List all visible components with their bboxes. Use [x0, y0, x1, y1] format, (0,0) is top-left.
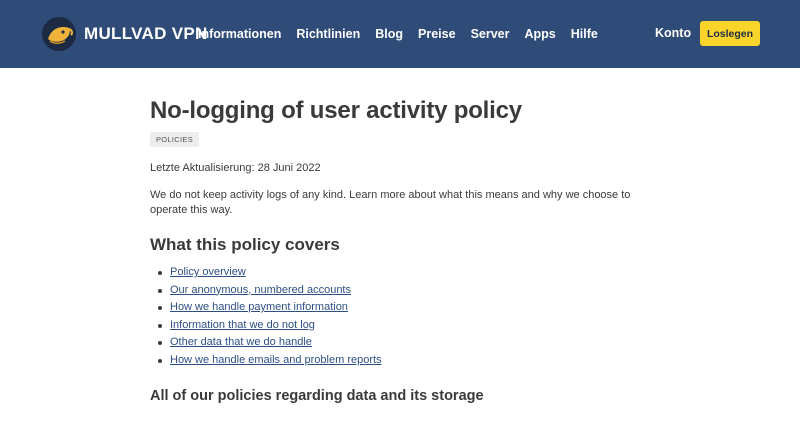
main-nav	[198, 0, 613, 68]
toc-link-policy-overview[interactable]: Policy overview	[170, 266, 246, 278]
policy-covers-heading: What this policy covers	[150, 235, 340, 254]
nav-link-informationen[interactable]: Informationen	[198, 27, 282, 41]
nav-link-apps[interactable]: Apps	[524, 27, 556, 41]
last-updated: Letzte Aktualisierung: 28 Juni 2022	[150, 162, 321, 174]
page-title: No-logging of user activity policy	[150, 97, 522, 124]
account-link[interactable]: Konto	[655, 26, 692, 40]
toc-item	[157, 264, 660, 282]
top-navbar	[0, 0, 800, 68]
get-started-button[interactable]: Loslegen	[700, 21, 760, 46]
nav-link-server[interactable]: Server	[470, 27, 510, 41]
intro-paragraph: We do not keep activity logs of any kind. Learn more about what this means and why we choose to operate this way.	[150, 189, 631, 216]
nav-link-hilfe[interactable]: Hilfe	[570, 27, 598, 41]
policy-article	[150, 95, 660, 406]
toc-item	[157, 299, 660, 317]
nav-link-preise[interactable]: Preise	[418, 27, 456, 41]
toc-link-other-data[interactable]: Other data that we do handle	[170, 336, 312, 348]
toc-link-anonymous-accounts[interactable]: Our anonymous, numbered accounts	[170, 283, 351, 296]
table-of-contents	[150, 264, 660, 369]
toc-item	[157, 352, 660, 370]
toc-item	[157, 282, 660, 300]
toc-link-not-logged[interactable]: Information that we do not log	[170, 318, 315, 331]
toc-link-payment-information[interactable]: How we handle payment information	[170, 301, 348, 313]
category-tag[interactable]: POLICIES	[150, 132, 199, 147]
toc-item	[157, 334, 660, 352]
nav-link-blog[interactable]: Blog	[375, 27, 404, 41]
nav-link-richtlinien[interactable]: Richtlinien	[296, 27, 361, 41]
brand[interactable]	[42, 17, 208, 51]
mullvad-mole-logo-icon	[42, 17, 76, 51]
toc-link-emails-reports[interactable]: How we handle emails and problem reports	[170, 353, 382, 366]
brand-name: MULLVAD VPN	[84, 24, 208, 43]
toc-item	[157, 317, 660, 335]
all-policies-heading: All of our policies regarding data and its storage	[150, 388, 484, 404]
